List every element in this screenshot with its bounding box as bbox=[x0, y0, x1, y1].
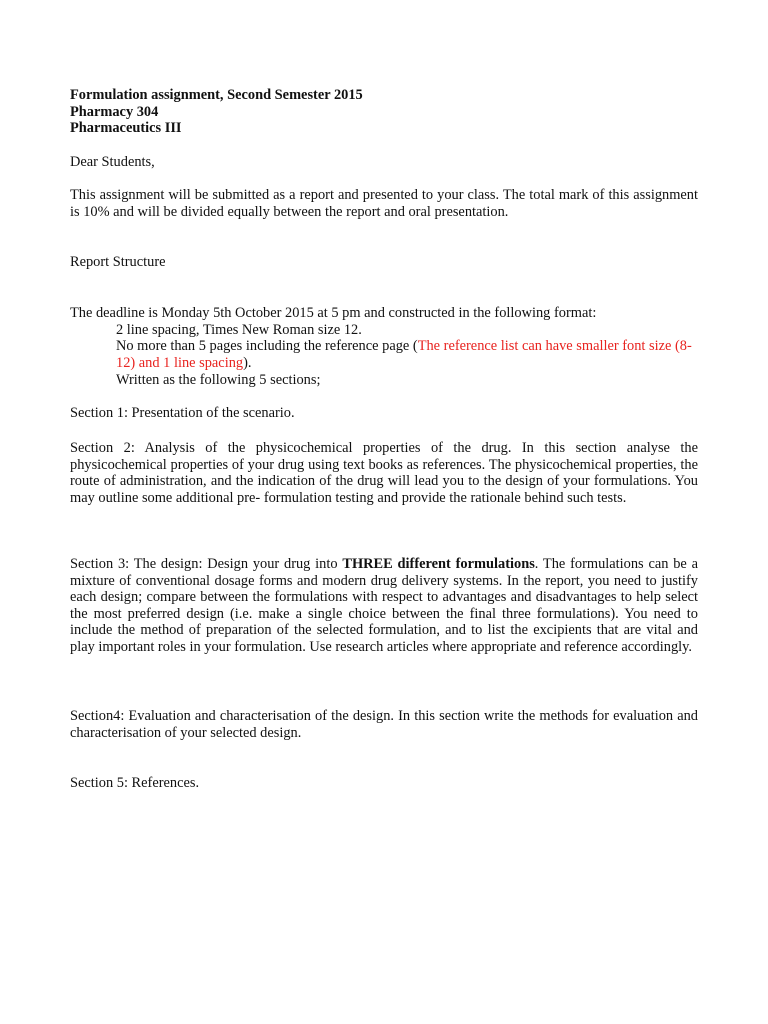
section-1: Section 1: Presentation of the scenario. bbox=[70, 405, 295, 421]
greeting: Dear Students, bbox=[70, 154, 155, 170]
report-structure-heading: Report Structure bbox=[70, 254, 166, 270]
document-title bbox=[70, 87, 698, 137]
format-pages-highlight: The reference list can have smaller font size (8-12) and 1 line spacing bbox=[116, 338, 692, 371]
format-pages bbox=[116, 338, 698, 371]
format-pages-prefix: No more than 5 pages including the reference page ( bbox=[116, 338, 418, 354]
format-pages-suffix: ). bbox=[243, 354, 252, 371]
section-3-body: . The formulations can be a mixture of conventional dosage forms and modern drug delivery systems. In the report, you need to justify each design; compare between the formulations with respect to advantages and disadvantages to help select the most preferred design (i.e. make a single choice between the final three formulations). You need to include the method of preparation of the selected formulation, and to list the excipients that are vital and play important roles in your formulation. Use research articles where appropriate and reference accordingly. bbox=[70, 556, 698, 655]
section-2: Section 2: Analysis of the physicochemical properties of the drug. In this section analyse the physicochemical properties of your drug using text books as references. The physicochemical properties, the route of administration, and the indication of the drug will lead you to the design of your formulations. You may outline some additional pre- formulation testing and provide the rationale behind such tests. bbox=[70, 440, 698, 506]
section-4: Section4: Evaluation and characterisation of the design. In this section write the methods for evaluation and characterisation of your selected design. bbox=[70, 708, 698, 741]
deadline-text: The deadline is Monday 5th October 2015 at 5 pm and constructed in the following format: bbox=[70, 305, 597, 321]
title-line-course-name: Pharmaceutics III bbox=[70, 120, 182, 137]
format-spacing: 2 line spacing, Times New Roman size 12. bbox=[116, 322, 362, 338]
section-3-prefix: Section 3: The design: Design your drug into bbox=[70, 556, 343, 572]
format-sections: Written as the following 5 sections; bbox=[116, 372, 321, 388]
intro-paragraph: This assignment will be submitted as a report and presented to your class. The total mark of this assignment is 10% and will be divided equally between the report and oral presentation. bbox=[70, 187, 698, 220]
title-line-course-code: Pharmacy 304 bbox=[70, 103, 159, 120]
section-3 bbox=[70, 556, 698, 656]
section-3-emphasis: THREE different formulations bbox=[342, 556, 535, 572]
section-5: Section 5: References. bbox=[70, 775, 200, 791]
title-line-assignment: Formulation assignment, Second Semester 2015 bbox=[70, 87, 363, 103]
